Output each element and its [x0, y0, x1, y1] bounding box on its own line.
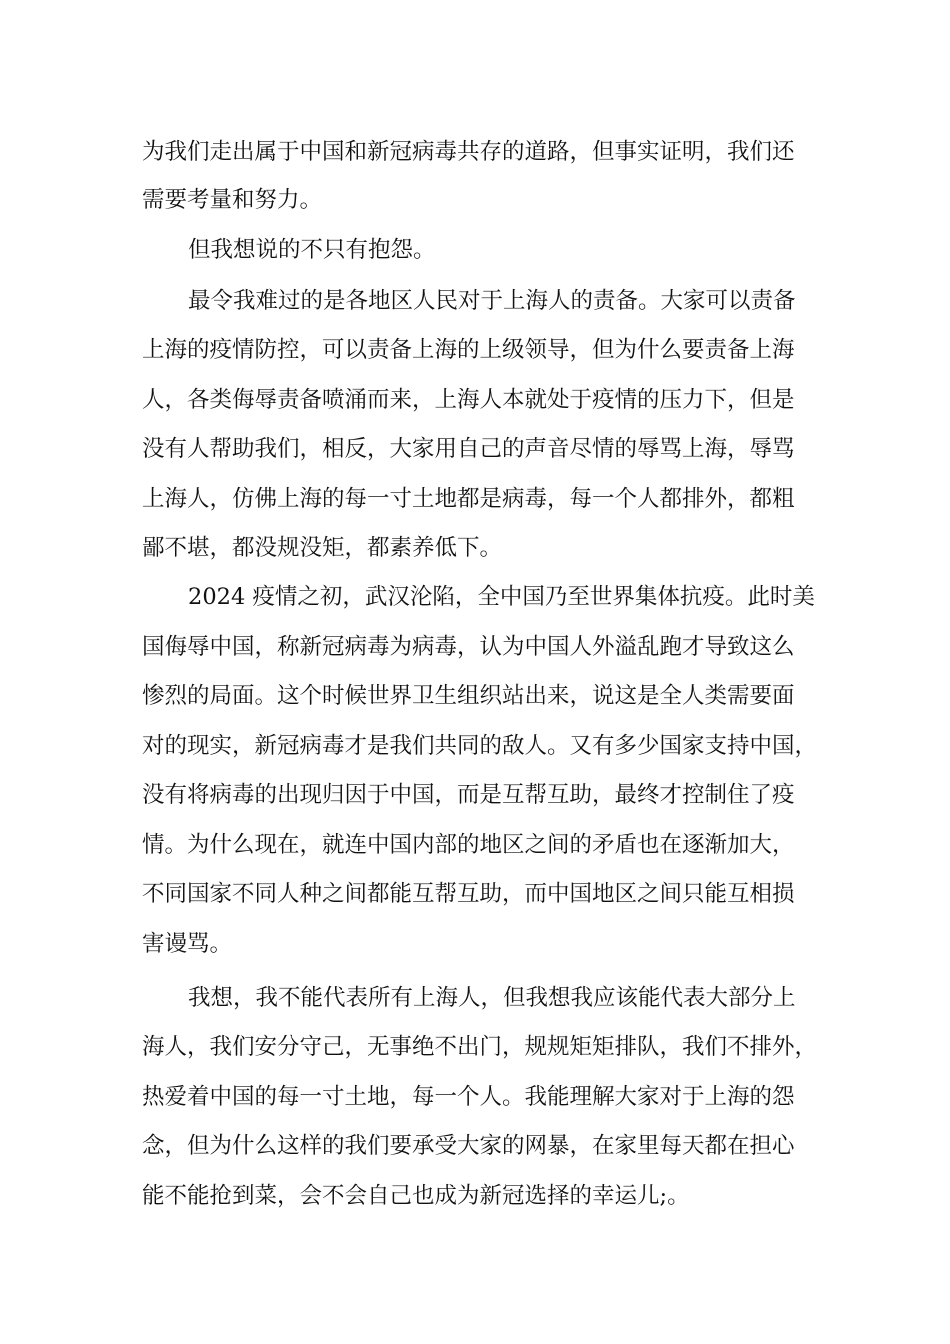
paragraph-4-line-3: 惨烈的局面。这个时候世界卫生组织站出来，说这是全人类需要面 [142, 683, 795, 709]
paragraph-1-line-1: 为我们走出属于中国和新冠病毒共存的道路，但事实证明，我们还 [142, 139, 795, 165]
paragraph-5-line-2: 海人，我们安分守己，无事绝不出门，规规矩矩排队，我们不排外， [142, 1034, 818, 1060]
paragraph-4-line-6: 情。为什么现在，就连中国内部的地区之间的矛盾也在逐渐加大， [142, 832, 795, 858]
paragraph-3-line-3: 人，各类侮辱责备喷涌而来，上海人本就处于疫情的压力下，但是 [142, 387, 795, 413]
paragraph-3-line-6: 鄙不堪，都没规没矩，都素养低下。 [142, 535, 503, 561]
paragraph-5-line-5: 能不能抢到菜，会不会自己也成为新冠选择的幸运儿;。 [142, 1183, 690, 1209]
paragraph-4-line-1: 2024 疫情之初，武汉沦陷，全中国乃至世界集体抗疫。此时美 [188, 584, 815, 610]
paragraph-3-line-2: 上海的疫情防控，可以责备上海的上级领导，但为什么要责备上海 [142, 337, 795, 363]
paragraph-1-line-2: 需要考量和努力。 [142, 187, 323, 213]
paragraph-2-line-1: 但我想说的不只有抱怨。 [188, 237, 436, 263]
paragraph-3-line-4: 没有人帮助我们，相反，大家用自己的声音尽情的辱骂上海，辱骂 [142, 436, 795, 462]
paragraph-4-line-2: 国侮辱中国，称新冠病毒为病毒，认为中国人外溢乱跑才导致这么 [142, 634, 795, 660]
paragraph-5-line-3: 热爱着中国的每一寸土地，每一个人。我能理解大家对于上海的怨 [142, 1084, 795, 1110]
paragraph-4-line-5: 没有将病毒的出现归因于中国，而是互帮互助，最终才控制住了疫 [142, 782, 795, 808]
paragraph-5-line-1: 我想，我不能代表所有上海人，但我想我应该能代表大部分上 [188, 985, 796, 1011]
paragraph-5-line-4: 念，但为什么这样的我们要承受大家的网暴，在家里每天都在担心 [142, 1133, 795, 1159]
paragraph-3-line-5: 上海人，仿佛上海的每一寸土地都是病毒，每一个人都排外，都粗 [142, 486, 795, 512]
paragraph-4-line-8: 害谩骂。 [142, 931, 233, 957]
paragraph-3-line-1: 最令我难过的是各地区人民对于上海人的责备。大家可以责备 [188, 288, 796, 314]
paragraph-4-line-7: 不同国家不同人种之间都能互帮互助，而中国地区之间只能互相损 [142, 881, 795, 907]
paragraph-4-line-4: 对的现实，新冠病毒才是我们共同的敌人。又有多少国家支持中国， [142, 733, 818, 759]
